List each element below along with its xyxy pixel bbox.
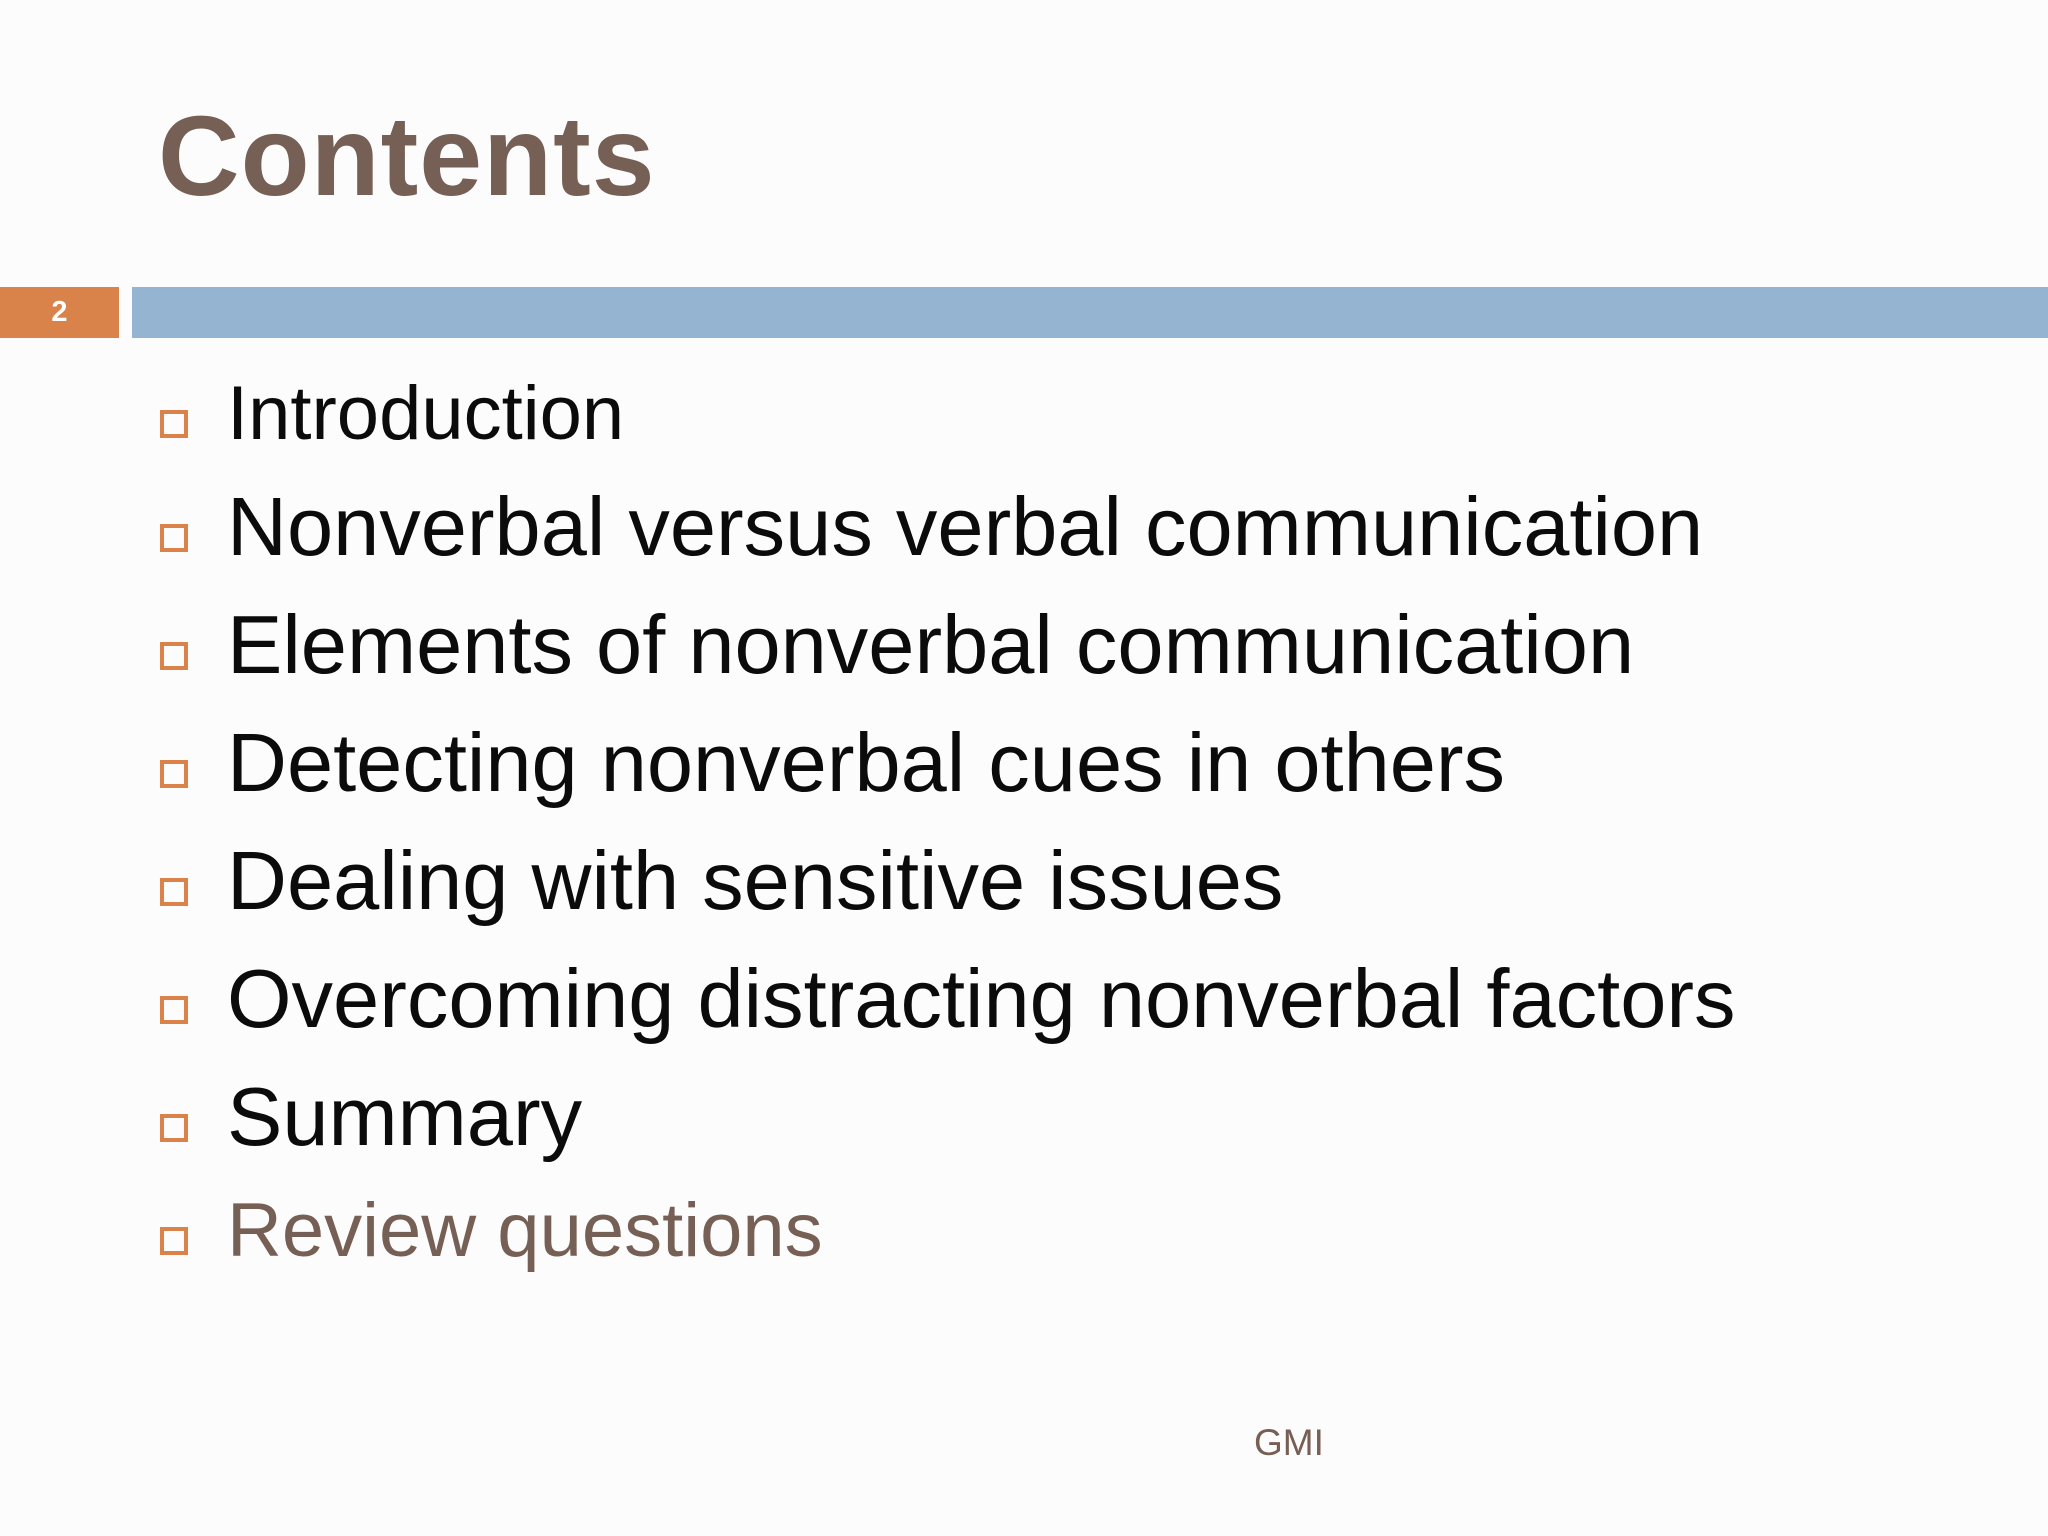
bullet-text: Detecting nonverbal cues in others [227,716,1506,809]
slide-number [0,287,119,338]
bullet-item [160,822,1736,940]
bullet-item [160,468,1736,586]
bullet-text: Elements of nonverbal communication [227,598,1635,691]
bullet-text: Nonverbal versus verbal communication [227,480,1704,573]
square-bullet-icon [160,642,188,670]
bullet-text: Review questions [227,1187,823,1273]
bullet-text: Dealing with sensitive issues [227,834,1284,927]
bullet-item [160,1058,1736,1176]
slide-number-label: 2 [51,296,68,328]
square-bullet-icon [160,760,188,788]
bullet-text: Introduction [227,370,625,456]
bullet-text: Summary [227,1070,583,1163]
bullet-item [160,586,1736,704]
bullet-list [160,368,1736,1284]
square-bullet-icon [160,1114,188,1142]
bullet-item [160,940,1736,1058]
bullet-item [160,1176,1736,1284]
square-bullet-icon [160,1227,188,1255]
square-bullet-icon [160,996,188,1024]
footer-text: GMI [1254,1422,1324,1463]
square-bullet-icon [160,524,188,552]
square-bullet-icon [160,878,188,906]
bullet-item [160,704,1736,822]
bullet-text: Overcoming distracting nonverbal factors [227,952,1736,1045]
slide-title: Contents [158,93,656,219]
square-bullet-icon [160,410,188,438]
title-divider-bar [132,287,2048,338]
bullet-item [160,368,1736,458]
